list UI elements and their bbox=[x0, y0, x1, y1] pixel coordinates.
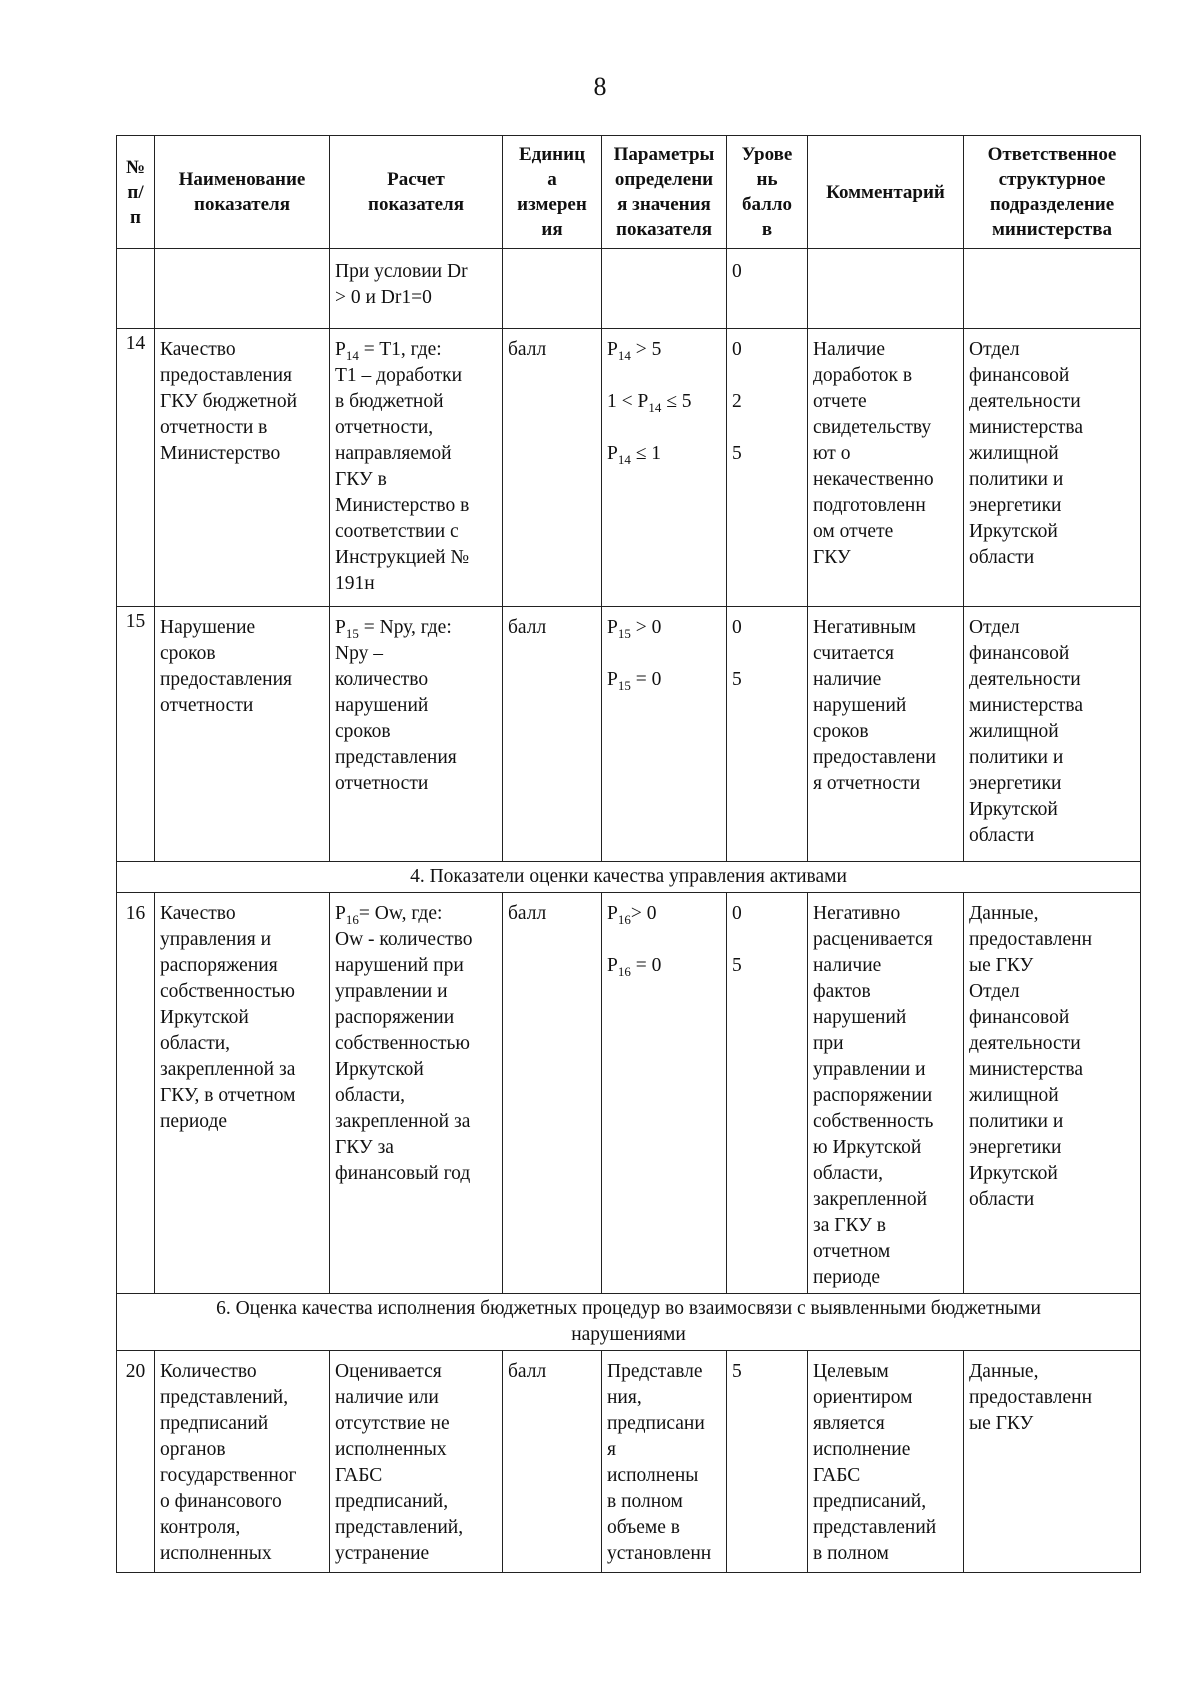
parameter-condition: $P_{15} = 0$ bbox=[607, 669, 662, 693]
cell-comment bbox=[808, 607, 964, 862]
cell-comment bbox=[808, 249, 964, 329]
text-line: ГКУ в bbox=[335, 469, 387, 490]
section-row-6 bbox=[117, 1294, 1141, 1351]
text-line: контроля, bbox=[160, 1517, 241, 1538]
cell-name bbox=[155, 893, 330, 1294]
text-line: считается bbox=[813, 643, 894, 664]
cell-calc bbox=[330, 329, 503, 607]
cell-comment bbox=[808, 1351, 964, 1573]
cell-num: 14 bbox=[117, 329, 155, 607]
header-dept bbox=[964, 136, 1141, 249]
text-line: Оw - количество bbox=[335, 929, 473, 950]
text-line: собственностью bbox=[335, 1033, 470, 1054]
text-line: энергетики bbox=[969, 1137, 1062, 1158]
cell-level bbox=[727, 607, 808, 862]
text-line: Nру – bbox=[335, 643, 383, 664]
cell-dept bbox=[964, 893, 1141, 1294]
text-line: области bbox=[969, 825, 1035, 846]
text-line: деятельности bbox=[969, 391, 1081, 412]
text-line: Иркутской bbox=[335, 1059, 424, 1080]
text-line: наличие bbox=[813, 669, 882, 690]
formula: $P_{14} = T1$, где: bbox=[335, 339, 442, 363]
text-line: в бюджетной bbox=[335, 391, 444, 412]
text-line: предписаний, bbox=[813, 1491, 927, 1512]
text-line: о финансового bbox=[160, 1491, 282, 1512]
text-line: Целевым bbox=[813, 1361, 889, 1382]
text-line: предоставлени bbox=[813, 747, 937, 768]
text-line: ют о bbox=[813, 443, 851, 464]
text-line: Единиц bbox=[518, 144, 586, 165]
text-line: Параметры bbox=[613, 144, 715, 165]
text-line: Иркутской bbox=[160, 1007, 249, 1028]
text-line: показателя bbox=[368, 194, 464, 215]
text-line: Урове bbox=[741, 144, 793, 165]
text-line: Ответственное bbox=[987, 144, 1117, 165]
text-line: наличие или bbox=[335, 1387, 439, 1408]
text-line: подразделение bbox=[989, 194, 1115, 215]
text-line: Отдел bbox=[969, 617, 1020, 638]
formula: $P_{15}$ = Nру, где: bbox=[335, 617, 452, 641]
text-line: Иркутской bbox=[969, 521, 1058, 542]
cell-calc bbox=[330, 1351, 503, 1573]
text-line: некачественно bbox=[813, 469, 934, 490]
text-line: ом отчете bbox=[813, 521, 894, 542]
cell-unit bbox=[503, 249, 602, 329]
cell-name bbox=[155, 1351, 330, 1573]
cell-level bbox=[727, 893, 808, 1294]
header-comment bbox=[808, 136, 964, 249]
text-line: за ГКУ в bbox=[813, 1215, 887, 1236]
parameter-condition: $1 < P_{14} \le 5$ bbox=[607, 391, 692, 415]
text-line: Данные, bbox=[969, 1361, 1039, 1382]
text-line: собственность bbox=[813, 1111, 934, 1132]
text-line: представлений bbox=[813, 1517, 937, 1538]
cell-calc bbox=[330, 249, 503, 329]
text-line: структурное bbox=[998, 169, 1106, 190]
text-line: жилищной bbox=[969, 721, 1059, 742]
cell-comment bbox=[808, 329, 964, 607]
text-line: области, bbox=[813, 1163, 884, 1184]
text-line: > 0 и Dr1=0 bbox=[335, 287, 432, 308]
text-line: отчетном bbox=[813, 1241, 891, 1262]
text-line: предписаний, bbox=[335, 1491, 449, 1512]
cell-num bbox=[117, 249, 155, 329]
cell-unit: балл bbox=[503, 607, 602, 862]
text-line: измерен bbox=[517, 194, 587, 215]
text-line: министерства bbox=[969, 1059, 1084, 1080]
text-line: объеме в bbox=[607, 1517, 681, 1538]
text-line: политики и bbox=[969, 747, 1064, 768]
text-line: органов bbox=[160, 1439, 226, 1460]
text-line: ГКУ, в отчетном bbox=[160, 1085, 296, 1106]
text-line: отчетности bbox=[160, 695, 254, 716]
cell-num: 15 bbox=[117, 607, 155, 862]
text-line: предоставленн bbox=[969, 1387, 1093, 1408]
score-level: 5 bbox=[732, 669, 742, 690]
text-line: а bbox=[547, 169, 557, 190]
text-line: Наличие bbox=[813, 339, 885, 360]
text-line: 191н bbox=[335, 573, 375, 594]
text-line: T1 – доработки bbox=[335, 365, 463, 386]
text-line: направляемой bbox=[335, 443, 452, 464]
text-line: в bbox=[761, 219, 773, 240]
header-calc bbox=[330, 136, 503, 249]
formula: $P_{16}=$ Оw, где: bbox=[335, 903, 443, 927]
text-line: отсутствие не bbox=[335, 1413, 450, 1434]
text-line: ГКУ бюджетной bbox=[160, 391, 298, 412]
text-line: Негативным bbox=[813, 617, 916, 638]
text-line: Оценивается bbox=[335, 1361, 442, 1382]
text-line: балло bbox=[742, 194, 792, 215]
text-line: я отчетности bbox=[813, 773, 921, 794]
text-line: исполнены bbox=[607, 1465, 699, 1486]
text-line: № bbox=[125, 156, 146, 178]
text-line: ГАБС bbox=[335, 1465, 383, 1486]
text-line: области, bbox=[160, 1033, 231, 1054]
cell-params bbox=[602, 249, 727, 329]
text-line: нарушений bbox=[813, 1007, 907, 1028]
text-line: подготовленн bbox=[813, 495, 926, 516]
text-line: количество bbox=[335, 669, 429, 690]
text-line: финансовой bbox=[969, 643, 1070, 664]
cell-dept bbox=[964, 249, 1141, 329]
cell-unit: балл bbox=[503, 329, 602, 607]
text-line: финансовой bbox=[969, 1007, 1070, 1028]
text-line: нь bbox=[756, 169, 778, 190]
text-line: управлении и bbox=[335, 981, 448, 1002]
text-line: сроков bbox=[335, 721, 391, 742]
cell-name bbox=[155, 607, 330, 862]
text-line: Наименование bbox=[178, 169, 306, 190]
cell-name bbox=[155, 329, 330, 607]
header-num bbox=[117, 136, 155, 249]
text-line: Инструкцией № bbox=[335, 547, 470, 568]
score-level: 0 bbox=[732, 339, 742, 360]
text-line: управлении и bbox=[813, 1059, 926, 1080]
cell-params bbox=[602, 1351, 727, 1573]
parameter-condition: $P_{14} > 5$ bbox=[607, 339, 662, 363]
text-line: отчетности, bbox=[335, 417, 434, 438]
text-line: Качество bbox=[160, 339, 236, 360]
text-line: министерства bbox=[991, 219, 1113, 240]
cell-calc bbox=[330, 893, 503, 1294]
text-line: нарушений bbox=[813, 695, 907, 716]
cell-comment bbox=[808, 893, 964, 1294]
text-line: Расчет bbox=[387, 169, 445, 190]
score-level: 0 bbox=[732, 617, 742, 638]
cell-calc bbox=[330, 607, 503, 862]
text-line: энергетики bbox=[969, 495, 1062, 516]
text-line: исполненных bbox=[335, 1439, 447, 1460]
text-line: закрепленной за bbox=[335, 1111, 471, 1132]
table-row-16 bbox=[117, 893, 1141, 1294]
text-line: ГКУ за bbox=[335, 1137, 394, 1158]
text-line: нарушений при bbox=[335, 955, 464, 976]
text-line: я значения bbox=[617, 194, 711, 215]
text-line: отчете bbox=[813, 391, 867, 412]
score-level: 5 bbox=[732, 955, 742, 976]
cell-level bbox=[727, 329, 808, 607]
text-line: предоставления bbox=[160, 669, 292, 690]
header-name bbox=[155, 136, 330, 249]
text-line: нарушений bbox=[335, 695, 429, 716]
text-line: периоде bbox=[813, 1267, 881, 1288]
text-line: ые ГКУ bbox=[969, 955, 1034, 976]
cell-level: 5 bbox=[727, 1351, 808, 1573]
parameter-condition: $P_{14} \le 1$ bbox=[607, 443, 662, 467]
text-line: представления bbox=[335, 747, 457, 768]
text-line: При условии Dr bbox=[335, 261, 468, 282]
text-line: фактов bbox=[813, 981, 871, 1002]
text-line: я bbox=[607, 1439, 616, 1460]
score-level: 2 bbox=[732, 391, 742, 412]
text-line: соответствии с bbox=[335, 521, 459, 542]
text-line: Негативно bbox=[813, 903, 901, 924]
text-line: при bbox=[813, 1033, 844, 1054]
text-line: определени bbox=[614, 169, 714, 190]
cell-params bbox=[602, 329, 727, 607]
text-line: собственностью bbox=[160, 981, 295, 1002]
text-line: закрепленной bbox=[813, 1189, 928, 1210]
text-line: доработок в bbox=[813, 365, 913, 386]
text-line: ия bbox=[541, 219, 563, 240]
text-line: Иркутской bbox=[969, 799, 1058, 820]
text-line: Иркутской bbox=[969, 1163, 1058, 1184]
text-line: устранение bbox=[335, 1543, 430, 1564]
cell-dept bbox=[964, 1351, 1141, 1573]
text-line: исполненных bbox=[160, 1543, 272, 1564]
text-line: расценивается bbox=[813, 929, 933, 950]
text-line: закрепленной за bbox=[160, 1059, 296, 1080]
text-line: финансовой bbox=[969, 365, 1070, 386]
text-line: деятельности bbox=[969, 669, 1081, 690]
text-line: энергетики bbox=[969, 773, 1062, 794]
text-line: предписани bbox=[607, 1413, 705, 1434]
cell-dept bbox=[964, 329, 1141, 607]
cell-unit: балл bbox=[503, 1351, 602, 1573]
score-level: 0 bbox=[732, 903, 742, 924]
text-line: ГКУ bbox=[813, 547, 851, 568]
score-level: 5 bbox=[732, 443, 742, 464]
header-unit bbox=[503, 136, 602, 249]
section-title-4: 4. Показатели оценки качества управления активами bbox=[117, 862, 1141, 893]
text-line: Отдел bbox=[969, 339, 1020, 360]
text-line: политики и bbox=[969, 1111, 1064, 1132]
text-line: предписаний bbox=[160, 1413, 269, 1434]
text-line: в полном bbox=[607, 1491, 683, 1512]
parameter-condition: $P_{16} = 0$ bbox=[607, 955, 662, 979]
section-row-4 bbox=[117, 862, 1141, 893]
text-line: ые ГКУ bbox=[969, 1413, 1034, 1434]
text-line: деятельности bbox=[969, 1033, 1081, 1054]
text-line: области bbox=[969, 547, 1035, 568]
text-line: показателя bbox=[194, 194, 290, 215]
text-line: Министерство bbox=[160, 443, 281, 464]
indicators-table bbox=[116, 135, 1141, 1573]
text-line: министерства bbox=[969, 695, 1084, 716]
parameter-condition: $P_{16}> 0$ bbox=[607, 903, 657, 927]
text-line: предоставленн bbox=[969, 929, 1093, 950]
text-line: распоряжения bbox=[160, 955, 278, 976]
text-line: области bbox=[969, 1189, 1035, 1210]
text-line: установленн bbox=[607, 1543, 712, 1564]
text-line: представлений, bbox=[160, 1387, 289, 1408]
text-line: Комментарий bbox=[826, 181, 945, 203]
header-level bbox=[727, 136, 808, 249]
table-row-continuation bbox=[117, 249, 1141, 329]
cell-num: 20 bbox=[117, 1351, 155, 1573]
parameter-condition: $P_{15} > 0$ bbox=[607, 617, 662, 641]
text-line: ния, bbox=[607, 1387, 642, 1408]
text-line: свидетельству bbox=[813, 417, 932, 438]
text-line: Нарушение bbox=[160, 617, 256, 638]
text-line: представлений, bbox=[335, 1517, 464, 1538]
text-line: исполнение bbox=[813, 1439, 911, 1460]
text-line: п bbox=[130, 206, 141, 228]
text-line: является bbox=[813, 1413, 885, 1434]
text-line: показателя bbox=[616, 219, 712, 240]
text-line: нарушениями bbox=[571, 1324, 686, 1345]
text-line: сроков bbox=[813, 721, 869, 742]
text-line: Представле bbox=[607, 1361, 703, 1382]
text-line: Качество bbox=[160, 903, 236, 924]
text-line: распоряжении bbox=[813, 1085, 933, 1106]
cell-level: 0 bbox=[727, 249, 808, 329]
text-line: жилищной bbox=[969, 1085, 1059, 1106]
cell-name bbox=[155, 249, 330, 329]
table-header-row bbox=[117, 136, 1141, 249]
text-line: финансовый год bbox=[335, 1163, 471, 1184]
cell-unit: балл bbox=[503, 893, 602, 1294]
text-line: в полном bbox=[813, 1543, 889, 1564]
table-row-15 bbox=[117, 607, 1141, 862]
text-line: ю Иркутской bbox=[813, 1137, 922, 1158]
header-params bbox=[602, 136, 727, 249]
text-line: периоде bbox=[160, 1111, 228, 1132]
text-line: политики и bbox=[969, 469, 1064, 490]
text-line: ГАБС bbox=[813, 1465, 861, 1486]
table-row-20 bbox=[117, 1351, 1141, 1573]
text-line: наличие bbox=[813, 955, 882, 976]
text-line: сроков bbox=[160, 643, 216, 664]
text-line: жилищной bbox=[969, 443, 1059, 464]
text-line: 6. Оценка качества исполнения бюджетных процедур во взаимосвязи с выявленными бюджетными bbox=[216, 1298, 1041, 1319]
text-line: Количество bbox=[160, 1361, 257, 1382]
text-line: Отдел bbox=[969, 981, 1020, 1002]
text-line: предоставления bbox=[160, 365, 292, 386]
cell-num: 16 bbox=[117, 893, 155, 1294]
text-line: государственног bbox=[160, 1465, 297, 1486]
section-title-6 bbox=[117, 1294, 1141, 1351]
cell-dept bbox=[964, 607, 1141, 862]
table-row-14 bbox=[117, 329, 1141, 607]
text-line: отчетности в bbox=[160, 417, 268, 438]
cell-params bbox=[602, 607, 727, 862]
text-line: отчетности bbox=[335, 773, 429, 794]
text-line: управления и bbox=[160, 929, 272, 950]
text-line: п/ bbox=[127, 181, 144, 203]
text-line: Министерство в bbox=[335, 495, 470, 516]
text-line: распоряжении bbox=[335, 1007, 455, 1028]
text-line: ориентиром bbox=[813, 1387, 913, 1408]
page-number: 8 bbox=[593, 72, 607, 101]
text-line: министерства bbox=[969, 417, 1084, 438]
cell-params bbox=[602, 893, 727, 1294]
text-line: области, bbox=[335, 1085, 406, 1106]
text-line: Данные, bbox=[969, 903, 1039, 924]
